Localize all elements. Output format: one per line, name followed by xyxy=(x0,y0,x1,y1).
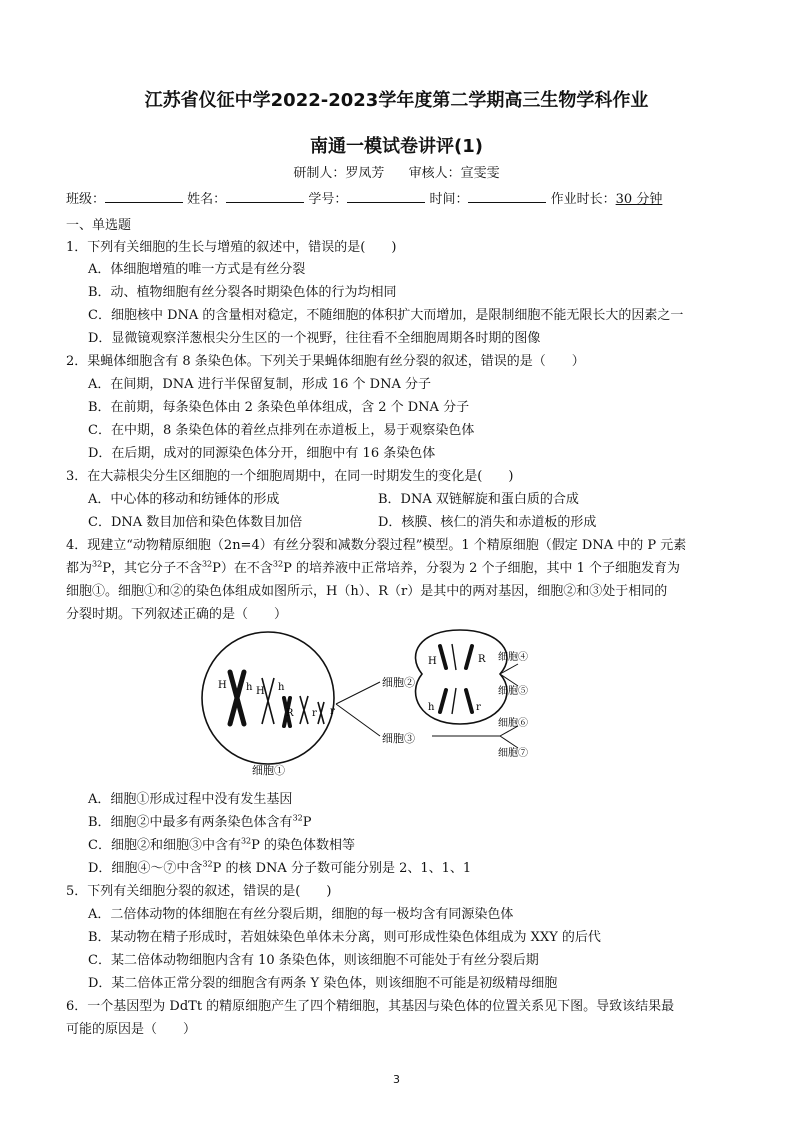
gene-R-label: R xyxy=(286,708,294,719)
duration-label: 作业时长： xyxy=(550,192,616,207)
q1-option-c[interactable]: C．细胞核中 DNA 的含量相对稳定，不随细胞的体积扩大而增加，是限制细胞不能无限长大的因素之一 xyxy=(88,308,684,323)
q4-text: P，其它分子不含 xyxy=(102,561,202,576)
gene-r-label: r xyxy=(476,702,481,713)
q4-option-c-text: P 的染色体数相等 xyxy=(251,838,356,853)
q2-stem: 2．果蝇体细胞含有 8 条染色体。下列关于果蝇体细胞有丝分裂的叙述，错误的是（ ） xyxy=(66,354,585,369)
isotope-sup: 32 xyxy=(292,813,303,823)
q4-option-c[interactable] xyxy=(88,834,355,853)
gene-H-label: H xyxy=(428,656,437,667)
gene-r-label: r xyxy=(330,706,335,717)
isotope-sup: 32 xyxy=(201,559,213,569)
gene-h-label: h xyxy=(428,702,435,713)
q4-option-d-text: D．细胞④～⑦中含 xyxy=(88,861,203,876)
page-number: 3 xyxy=(393,1073,400,1086)
q5-option-a[interactable]: A．二倍体动物的体细胞在有丝分裂后期，细胞的每一极均含有同源染色体 xyxy=(88,907,514,922)
q3-option-b[interactable]: B．DNA 双链解旋和蛋白质的合成 xyxy=(378,492,579,507)
document-title: 江苏省仪征中学2022-2023学年度第二学期高三生物学科作业 xyxy=(144,90,649,111)
q4-option-d[interactable] xyxy=(88,857,471,876)
section-heading: 一、单选题 xyxy=(66,218,132,233)
isotope-sup: 32 xyxy=(240,836,252,846)
isotope-sup: 32 xyxy=(272,559,284,569)
q1-option-a[interactable]: A．体细胞增殖的唯一方式是有丝分裂 xyxy=(88,262,306,277)
cell1-label: 细胞① xyxy=(252,764,285,777)
q2-option-b[interactable]: B．在前期，每条染色体由 2 条染色单体组成，含 2 个 DNA 分子 xyxy=(88,400,470,415)
id-label: 学号： xyxy=(308,192,348,207)
document-subtitle: 南通一模试卷讲评(1) xyxy=(310,136,483,157)
time-blank[interactable] xyxy=(468,190,546,203)
cell3-label: 细胞③ xyxy=(382,732,415,745)
arrow-to-cell2 xyxy=(336,682,380,704)
gene-h-label: h xyxy=(246,682,253,693)
isotope-sup: 32 xyxy=(202,859,213,869)
cell2-light-chromosomes xyxy=(452,644,456,714)
q4-stem-line2 xyxy=(66,557,680,576)
cell7-label: 细胞⑦ xyxy=(498,748,528,759)
time-label: 时间： xyxy=(429,192,469,207)
gene-h-label: h xyxy=(278,682,285,693)
class-label: 班级： xyxy=(66,192,106,207)
q4-stem-line1: 4．现建立“动物精原细胞（2n=4）有丝分裂和减数分裂过程”模型。1 个精原细胞（假定 DNA 中的 P 元素 xyxy=(66,538,687,553)
id-blank[interactable] xyxy=(347,190,425,203)
cell6-label: 细胞⑥ xyxy=(498,718,528,729)
q4-text: P 的培养液中正常培养，分裂为 2 个子细胞，其中 1 个子细胞发育为 xyxy=(283,561,681,576)
q2-option-d[interactable]: D．在后期，成对的同源染色体分开，细胞中有 16 条染色体 xyxy=(88,446,436,461)
author: 研制人：罗凤芳 xyxy=(293,166,385,181)
q5-option-d[interactable]: D．某二倍体正常分裂的细胞含有两条 Y 染色体，则该细胞不可能是初级精母细胞 xyxy=(88,976,558,991)
cell4-label: 细胞④ xyxy=(498,652,528,663)
gene-R-label: R xyxy=(478,654,486,665)
gene-H-label: H xyxy=(256,686,265,697)
gene-r-label: r xyxy=(312,708,317,719)
arrow-to-cell3 xyxy=(336,704,380,736)
q1-option-b[interactable]: B．动、植物细胞有丝分裂各时期染色体的行为均相同 xyxy=(88,285,397,300)
q4-option-b-text: B．细胞②中最多有两条染色体含有 xyxy=(88,815,293,830)
reviewer: 审核人：宣雯雯 xyxy=(408,166,500,181)
arrows-to-cell6-7 xyxy=(432,726,518,748)
q6-stem-line1: 6．一个基因型为 DdTt 的精原细胞产生了四个精细胞，其基因与染色体的位置关系见下图。导致该结果最 xyxy=(66,999,675,1014)
q2-option-c[interactable]: C．在中期，8 条染色体的着丝点排列在赤道板上，易于观察染色体 xyxy=(88,423,475,438)
class-blank[interactable] xyxy=(105,190,183,203)
q4-option-a[interactable]: A．细胞①形成过程中没有发生基因 xyxy=(88,792,293,807)
cell5-label: 细胞⑤ xyxy=(498,686,528,697)
q5-option-b[interactable]: B．某动物在精子形成时，若姐妹染色单体未分离，则可形成性染色体组成为 XXY 的后代 xyxy=(88,930,601,945)
cell2-label: 细胞② xyxy=(382,676,415,689)
author-line xyxy=(0,162,793,181)
cell-division-diagram xyxy=(200,624,540,784)
q1-stem: 1．下列有关细胞的生长与增殖的叙述中，错误的是( ) xyxy=(66,240,397,255)
q4-text: 都为 xyxy=(66,561,93,576)
name-label: 姓名： xyxy=(187,192,227,207)
duration-value: 30 分钟 xyxy=(615,192,663,207)
q5-option-c[interactable]: C．某二倍体动物细胞内含有 10 条染色体，则该细胞不可能处于有丝分裂后期 xyxy=(88,953,539,968)
q3-option-d[interactable]: D．核膜、核仁的消失和赤道板的形成 xyxy=(378,515,597,530)
q4-option-b-text: P xyxy=(302,815,312,830)
q4-option-b[interactable] xyxy=(88,811,312,830)
q4-stem-line3: 细胞①。细胞①和②的染色体组成如图所示，H（h）、R（r）是其中的两对基因，细胞②和③处于相同的 xyxy=(66,584,668,599)
q4-stem-line4: 分裂时期。下列叙述正确的是（ ） xyxy=(66,607,288,622)
q3-option-c[interactable]: C．DNA 数目加倍和染色体数目加倍 xyxy=(88,515,303,530)
q2-option-a[interactable]: A．在间期，DNA 进行半保留复制，形成 16 个 DNA 分子 xyxy=(88,377,431,392)
q5-stem: 5．下列有关细胞分裂的叙述，错误的是( ) xyxy=(66,884,332,899)
gene-H-label: H xyxy=(218,680,227,691)
arrows-to-cell4-5 xyxy=(500,664,518,686)
q4-text: P）在不含 xyxy=(212,561,273,576)
name-blank[interactable] xyxy=(226,190,304,203)
q4-option-c-text: C．细胞②和细胞③中含有 xyxy=(88,838,241,853)
q6-stem-line2: 可能的原因是（ ） xyxy=(66,1022,197,1037)
student-info-line xyxy=(66,188,726,207)
q4-option-d-text: P 的核 DNA 分子数可能分别是 2、1、1、1 xyxy=(212,861,472,876)
q3-stem: 3．在大蒜根尖分生区细胞的一个细胞周期中，在同一时期发生的变化是( ) xyxy=(66,469,514,484)
isotope-sup: 32 xyxy=(92,559,103,569)
cell2-chromosomes xyxy=(440,646,472,712)
q3-option-a[interactable]: A．中心体的移动和纺锤体的形成 xyxy=(88,492,280,507)
q1-option-d[interactable]: D．显微镜观察洋葱根尖分生区的一个视野，往往看不全细胞周期各时期的图像 xyxy=(88,331,541,346)
